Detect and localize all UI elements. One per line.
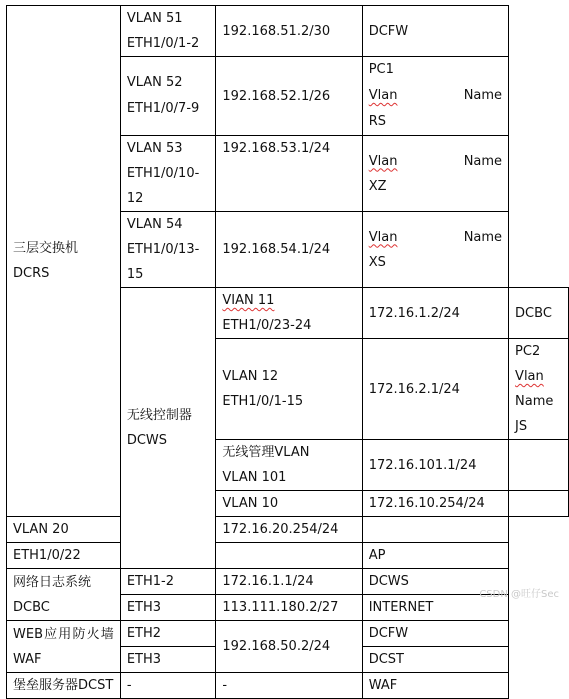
device-cell-dcrs: 三层交换机DCRS	[7, 6, 121, 517]
ip-cell: 172.16.10.254/24	[362, 491, 508, 517]
vlan-cell	[120, 57, 216, 136]
vlan-label: VIAN 11	[222, 293, 275, 308]
ip-cell: 192.168.51.2/30	[216, 6, 362, 57]
note-line	[369, 83, 502, 109]
ip-cell: 113.111.180.2/27	[216, 595, 362, 621]
ip-cell: 192.168.54.1/24	[216, 212, 362, 288]
note-cell: DCST	[362, 647, 508, 673]
device-cell-dcws: 无线控制器DCWS	[120, 288, 216, 569]
note-cell	[509, 440, 569, 491]
note-cell: DCWS	[362, 569, 508, 595]
vlan-cell: VLAN 10	[216, 491, 362, 517]
note-cell	[362, 517, 508, 543]
table-row	[7, 6, 569, 57]
note-cell	[362, 57, 508, 136]
note-cell	[362, 136, 508, 212]
table-row	[7, 673, 569, 699]
waf-char: 防	[72, 626, 86, 642]
note-line	[515, 364, 562, 439]
table-row	[7, 621, 569, 647]
vlan-cell	[216, 288, 362, 339]
port-label: ETH1/0/10-12	[126, 166, 200, 206]
vlan-label: VLAN 54	[126, 217, 183, 232]
mgmt-label: 无线管理VLAN	[222, 445, 310, 460]
waf-line2: WAF	[13, 651, 42, 667]
ip-cell: -	[216, 673, 362, 699]
vlan-cell	[120, 136, 216, 212]
device-cell-dcbc: 网络日志系统DCBC	[7, 569, 121, 621]
device-cell-dcst: 堡垒服务器DCST	[7, 673, 121, 699]
vlan-label: VLAN 12	[222, 369, 279, 384]
vlan-cell	[216, 440, 362, 491]
vlan-label: VLAN 52	[126, 75, 183, 90]
port-label: ETH1/0/13-15	[126, 242, 200, 282]
ip-cell: 192.168.52.1/26	[216, 57, 362, 136]
port-label: ETH1/0/1-15	[222, 394, 304, 409]
port-label: ETH1/0/1-2	[126, 36, 200, 51]
note-cell: DCFW	[362, 6, 508, 57]
vlan-label: VLAN 51	[126, 11, 183, 26]
port-label: ETH1/0/7-9	[126, 101, 200, 116]
note-line	[369, 225, 502, 250]
port-cell: -	[120, 673, 216, 699]
waf-word: WEB	[13, 626, 43, 642]
note-cell: DCFW	[362, 621, 508, 647]
note-line: XZ	[368, 178, 387, 194]
note-name: Name	[463, 229, 503, 245]
port-cell: ETH1/0/22	[7, 543, 121, 569]
port-cell: ETH2	[120, 621, 216, 647]
waf-char: 用	[58, 626, 72, 642]
port-label: ETH1/0/23-24	[222, 318, 312, 333]
vlan-label: VLAN 101	[222, 470, 287, 485]
table-row	[7, 543, 569, 569]
note-cell	[362, 212, 508, 288]
vlan-cell: VLAN 20	[7, 517, 121, 543]
ip-cell: 172.16.1.2/24	[362, 288, 508, 339]
note-cell	[509, 339, 569, 440]
ip-cell: 172.16.20.254/24	[216, 517, 362, 543]
note-cell: AP	[362, 543, 508, 569]
table-row	[7, 517, 569, 543]
port-cell: ETH1-2	[120, 569, 216, 595]
note-line: PC2	[515, 344, 541, 359]
ip-cell: 192.168.50.2/24	[216, 621, 362, 673]
note-cell	[509, 491, 569, 517]
note-name: Name	[463, 88, 503, 103]
waf-char: 墙	[100, 626, 114, 642]
note-vlan: Vlan	[368, 153, 398, 169]
waf-line1	[13, 622, 114, 647]
device-cell-waf	[7, 621, 121, 673]
note-line: PC1	[368, 62, 394, 77]
note-vlan: Vlan	[368, 88, 398, 103]
ip-cell: 172.16.101.1/24	[362, 440, 508, 491]
vlan-label: VLAN 53	[126, 141, 183, 156]
port-cell: ETH3	[120, 595, 216, 621]
note-line	[369, 149, 502, 174]
note-rest: Name JS	[515, 394, 554, 434]
ip-cell: 172.16.1.1/24	[216, 569, 362, 595]
note-line: XS	[368, 254, 386, 270]
note-name: Name	[463, 153, 503, 169]
vlan-cell	[216, 339, 362, 440]
ip-cell	[216, 543, 362, 569]
note-line: RS	[368, 114, 387, 129]
watermark: CSDN @旺仔Sec	[479, 589, 559, 600]
waf-char: 应	[44, 626, 58, 642]
note-cell: WAF	[362, 673, 508, 699]
vlan-cell	[120, 212, 216, 288]
note-vlan: Vlan	[515, 369, 544, 384]
note-cell: INTERNET	[362, 595, 508, 621]
port-cell: ETH3	[120, 647, 216, 673]
note-vlan: Vlan	[368, 229, 398, 245]
ip-cell: 172.16.2.1/24	[362, 339, 508, 440]
vlan-cell	[120, 6, 216, 57]
waf-char: 火	[86, 626, 100, 642]
ip-cell: 192.168.53.1/24	[216, 136, 362, 212]
note-cell: DCBC	[509, 288, 569, 339]
